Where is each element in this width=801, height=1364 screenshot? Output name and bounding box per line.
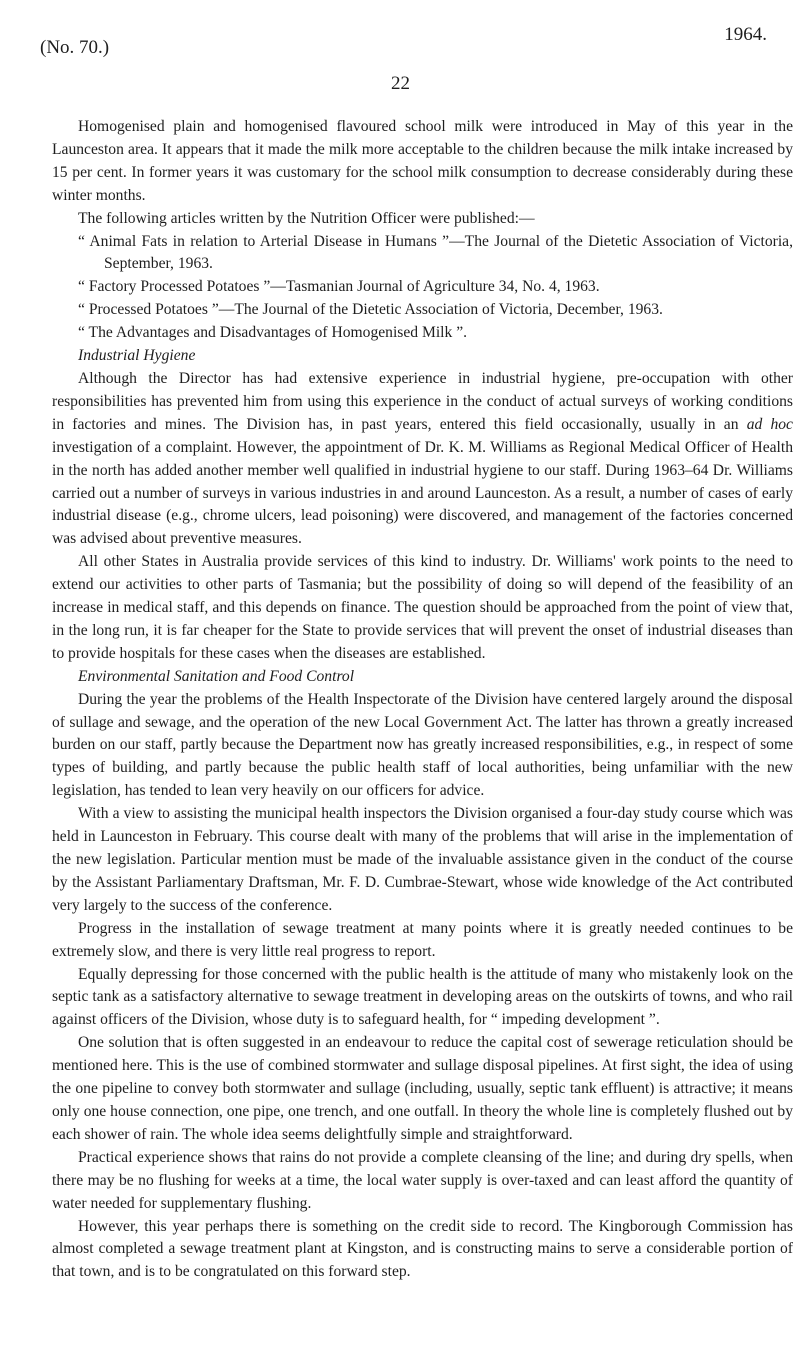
section-heading: Industrial Hygiene — [78, 347, 196, 365]
text-run: Although the Director has had extensive experience in industrial hygiene, pre-occupation with other responsibilities has prevented him from using this experience in the conduct of actual surveys of working conditions in factories and mines. The Division has, in past years, entered this field occasionally, usually in an — [52, 369, 793, 433]
paragraph: The following articles written by the Nutrition Officer were published:— — [78, 209, 535, 227]
article-item: “ Factory Processed Potatoes ”—Tasmanian Journal of Agriculture 34, No. 4, 1963. — [78, 278, 600, 296]
paragraph: Equally depressing for those concerned with the public health is the attitude of many who mistakenly look on the septic tank as a satisfactory alternative to sewage treatment in developing areas on the outskirts of towns, and who rail against officers of the Division, whose duty is to safeguard health, for “ impeding development ”. — [52, 965, 793, 1029]
paragraph: However, this year perhaps there is something on the credit side to record. The Kingborough Commission has almost completed a sewage treatment plant at Kingston, and is constructing mains to serve a considerable portion of that town, and is to be congratulated on this forward step. — [52, 1217, 793, 1281]
paragraph — [52, 368, 793, 551]
text-run: investigation of a complaint. However, the appointment of Dr. K. M. Williams as Regional Medical Officer of Health in the north has added another member well qualified in industrial hygiene to our staff. During 1963–64 Dr. Williams carried out a number of surveys in various industries in and around Launceston. As a result, a number of cases of early industrial disease (e.g., chrome ulcers, lead poisoning) were discovered, and management of the factories concerned was advised about preventive measures. — [52, 438, 793, 548]
paragraph: During the year the problems of the Health Inspectorate of the Division have centered largely around the disposal of sullage and sewage, and the operation of the new Local Government Act. The latter has thrown a greatly increased burden on our staff, partly because the Department now has greatly increased responsibilities, e.g., in respect of some types of building, and partly because the public health staff of local authorities, being unfamiliar with the new legislation, has tended to lean very heavily on our officers for advice. — [52, 690, 793, 800]
document-body — [52, 116, 793, 1284]
paragraph: Progress in the installation of sewage treatment at many points where it is greatly needed continues to be extremely slow, and there is very little real progress to report. — [52, 919, 793, 960]
paragraph: All other States in Australia provide services of this kind to industry. Dr. Williams' work points to the need to extend our activities to other parts of Tasmania; but the possibility of doing so will depend of the feasibility of an increase in medical staff, and this depends on finance. The question should be approached from the point of view that, in the long run, it is far cheaper for the State to provide services that will prevent the onset of industrial diseases than to provide hospitals for these cases when the diseases are established. — [52, 553, 793, 662]
article-list — [52, 231, 793, 346]
page-number: 22 — [391, 73, 410, 94]
section-heading: Environmental Sanitation and Food Control — [78, 667, 355, 685]
page-header — [0, 0, 801, 100]
italic-text: ad hoc — [746, 415, 793, 433]
document-year: 1964. — [724, 24, 767, 45]
paragraph: One solution that is often suggested in an endeavour to reduce the capital cost of sewerage reticulation should be mentioned here. This is the use of combined stormwater and sullage disposal pipelines. At first sight, the idea of using the one pipeline to convey both stormwater and sullage (including, usually, septic tank effluent) is attractive; it means only one house connection, one pipe, one trench, and one outfall. In theory the whole line is completely flushed out by each shower of rain. The whole idea seems delightfully simple and straightforward. — [52, 1034, 793, 1143]
article-item: “ The Advantages and Disadvantages of Homogenised Milk ”. — [78, 324, 468, 342]
paragraph: Practical experience shows that rains do not provide a complete cleansing of the line; and during dry spells, when there may be no flushing for weeks at a time, the local water supply is over-taxed and can least afford the quantity of water needed for supplementary flushing. — [52, 1148, 793, 1212]
paragraph: Homogenised plain and homogenised flavoured school milk were introduced in May of this year in the Launceston area. It appears that it made the milk more acceptable to the children because the milk intake increased by 15 per cent. In former years it was customary for the school milk consumption to decrease considerably during these winter months. — [52, 118, 793, 204]
document-number: (No. 70.) — [40, 37, 110, 58]
article-item: “ Animal Fats in relation to Arterial Disease in Humans ”—The Journal of the Dietetic Association of Victoria, September, 1963. — [78, 232, 793, 273]
paragraph: With a view to assisting the municipal health inspectors the Division organised a four-day study course which was held in Launceston in February. This course dealt with many of the problems that will arise in the implementation of the new legislation. Particular mention must be made of the invaluable assistance given in the conduct of the course by the Assistant Parliamentary Draftsman, Mr. F. D. Cumbrae-Stewart, whose wide knowledge of the Act contributed very largely to the success of the conference. — [52, 805, 793, 914]
article-item: “ Processed Potatoes ”—The Journal of the Dietetic Association of Victoria, December, 1963. — [78, 301, 663, 319]
